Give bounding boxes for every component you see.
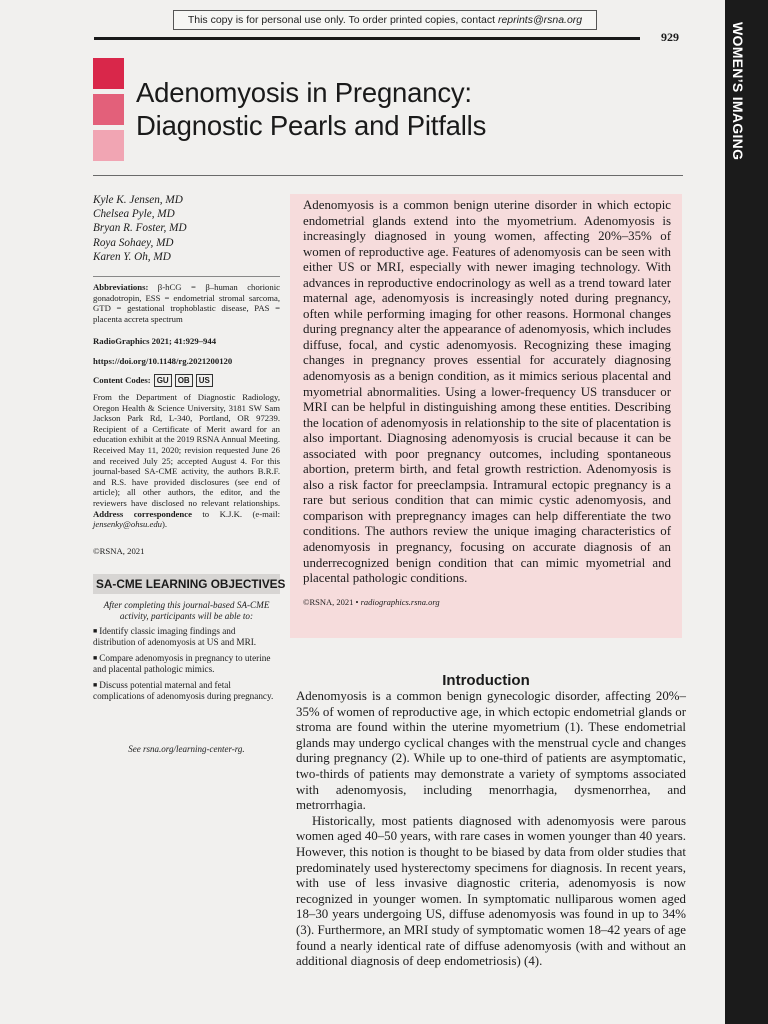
title-line-1: Adenomyosis in Pregnancy: (136, 77, 472, 108)
article-title (136, 76, 696, 142)
author: Kyle K. Jensen, MD (93, 194, 183, 206)
top-rule (94, 37, 640, 40)
abbreviations-label: Abbreviations: (93, 282, 149, 292)
accent-square-dark (93, 58, 124, 89)
learning-center-link[interactable]: See rsna.org/learning-center-rg. (128, 744, 245, 754)
author: Roya Sohaey, MD (93, 236, 174, 249)
correspondence-email-link[interactable]: jensenky@ohsu.edu (93, 519, 163, 530)
journal-url-link[interactable]: radiographics.rsna.org (360, 596, 440, 607)
doi-link[interactable]: https://doi.org/10.1148/rg.2021200120 (93, 356, 233, 366)
content-codes (93, 374, 280, 387)
notice-text: This copy is for personal use only. To order printed copies, contact (187, 14, 498, 26)
affiliation-text: From the Department of Diagnostic Radiology, Oregon Health & Science University, 3181 SW Sam Jackson Park Rd, L-340, Portland, OR 97239. Recipient of a Certificate of Merit award for an education exhibit at the 2019 RSNA Annual Meeting. Received May 11, 2020; revision requested June 26 and received July 25; accepted August 4. For this journal-based SA-CME activity, the authors B.R.F. and R.S. have provided disclosures (see end of article); all other authors, the editor, and the reviewers have disclosed no relevant relationships. (93, 392, 280, 508)
abbreviations-text: β-hCG = β–human chorionic gonadotropin, ESS = endometrial stromal sarcoma, GTD = gestational trophoblastic disease, PAS = placenta accreta spectrum (93, 282, 280, 324)
address-text: to K.J.K. (e-mail: (191, 508, 280, 519)
abstract-box (290, 194, 682, 638)
accent-square-light (93, 130, 124, 161)
address-end: ). (162, 519, 168, 530)
journal-citation: RadioGraphics 2021; 41:929–944 (93, 336, 217, 346)
content-code-badge: OB (175, 374, 193, 387)
author-list (93, 193, 187, 264)
objectives-list (93, 626, 280, 707)
objective-item: ■ Compare adenomyosis in pregnancy to uterine and placental pathologic mimics. (93, 653, 280, 675)
reprints-email-link[interactable]: reprints@rsna.org (497, 14, 583, 26)
objectives-intro: After completing this journal-based SA-CME activity, participants will be able to: (103, 600, 270, 621)
divider (93, 276, 280, 277)
abstract-footer (303, 597, 671, 607)
paragraph: Historically, most patients diagnosed with adenomyosis were parous women aged 40–50 years, with rare cases in women younger than 40 years. However, this notion is thought to be biased by data from older studies that predominately used hysterectomy specimens for diagnosis. In recent years, with use of less invasive diagnostic criteria, adenomyosis is now recognized in younger women. In symptomatic nulliparous women aged 18–30 years undergoing US, diffuse adenomyosis was found in up to 34% (3). Furthermore, an MRI study of symptomatic women 18–42 years of age found a nearly identical rate of diffuse adenomyosis (with and without an additional diagnosis of deep endometriosis) (4). (296, 813, 686, 969)
affiliation-note (93, 392, 280, 530)
abstract-text: Adenomyosis is a common benign uterine disorder in which ectopic endometrial glands extend into the myometrium. Adenomyosis is increasingly diagnosed in young women, affecting 20%–35% of women of reproductive age. Features of adenomyosis can be seen with either US or MRI, especially with newer imaging technology. With advances in reproductive endocrinology as well as a trend toward later maternal age, adenomyosis is increasingly noted during pregnancy, often while performing imaging for other reasons. Hormonal changes during pregnancy alter the appearance of adenomyosis, which includes diffuse, focal, and cystic adenomyosis. Recognizing these imaging changes in pregnancy proves essential for accurately diagnosing adenomyosis as a benign condition, as it mimics serious placental and myometrial abnormalities. Using a lower-frequency US transducer or MRI can be helpful in distinguishing among these entities. Describing the location of adenomyosis in relationship to the site of placentation is also important. Diagnosing adenomyosis is crucial because it can be associated with poor pregnancy outcomes, including spontaneous abortion, preterm birth, and fetal growth restriction. Adenomyosis is also a risk factor for preeclampsia. Intramural ectopic pregnancy is a rare but serious condition that can mimic cystic adenomyosis, and comparison with prepregnancy images can help differentiate the two conditions. The authors review the unique imaging characteristics of adenomyosis in pregnancy, focusing on accurate diagnosis of an underrecognized benign condition that can mimic myometrial and placental pathologic conditions. (303, 198, 671, 586)
paragraph: Adenomyosis is a common benign gynecologic disorder, affecting 20%–35% of women of reproductive age, in which ectopic endometrial glands or stroma are found within the uterine myometrium (1). These endometrial glands may undergo cyclical changes with the menstrual cycle and changes during pregnancy (2). While up to one-third of patients are asymptomatic, two-thirds of patients may demonstrate a variety of symptoms associated with adenomyosis, including menorrhagia, dysmenorrhea, and metrorrhagia. (296, 689, 686, 813)
objective-item: ■ Discuss potential maternal and fetal complications of adenomyosis during pregnancy. (93, 680, 280, 702)
objectives-heading: SA-CME LEARNING OBJECTIVES (93, 574, 280, 594)
abbreviations (93, 282, 280, 324)
abstract-copyright: ©RSNA, 2021 • (303, 596, 361, 607)
copyright: ©RSNA, 2021 (93, 546, 145, 556)
author: Chelsea Pyle, MD (93, 208, 175, 221)
title-rule (93, 175, 683, 176)
accent-square-mid (93, 94, 124, 125)
content-code-badge: GU (154, 374, 172, 387)
content-code-badge: US (196, 374, 213, 387)
author: Bryan R. Foster, MD (93, 222, 187, 235)
author: Karen Y. Oh, MD (93, 250, 171, 263)
address-label: Address correspondence (93, 508, 192, 519)
content-codes-label: Content Codes: (93, 375, 151, 386)
title-line-2: Diagnostic Pearls and Pitfalls (136, 110, 487, 141)
introduction-heading: Introduction (442, 672, 530, 689)
objective-item: ■ Identify classic imaging findings and distribution of adenomyosis at US and MRI. (93, 626, 280, 648)
page-number: 929 (661, 30, 679, 44)
section-label: WOMEN’S IMAGING (730, 22, 746, 161)
introduction-body (296, 689, 686, 970)
personal-use-notice (173, 10, 597, 30)
